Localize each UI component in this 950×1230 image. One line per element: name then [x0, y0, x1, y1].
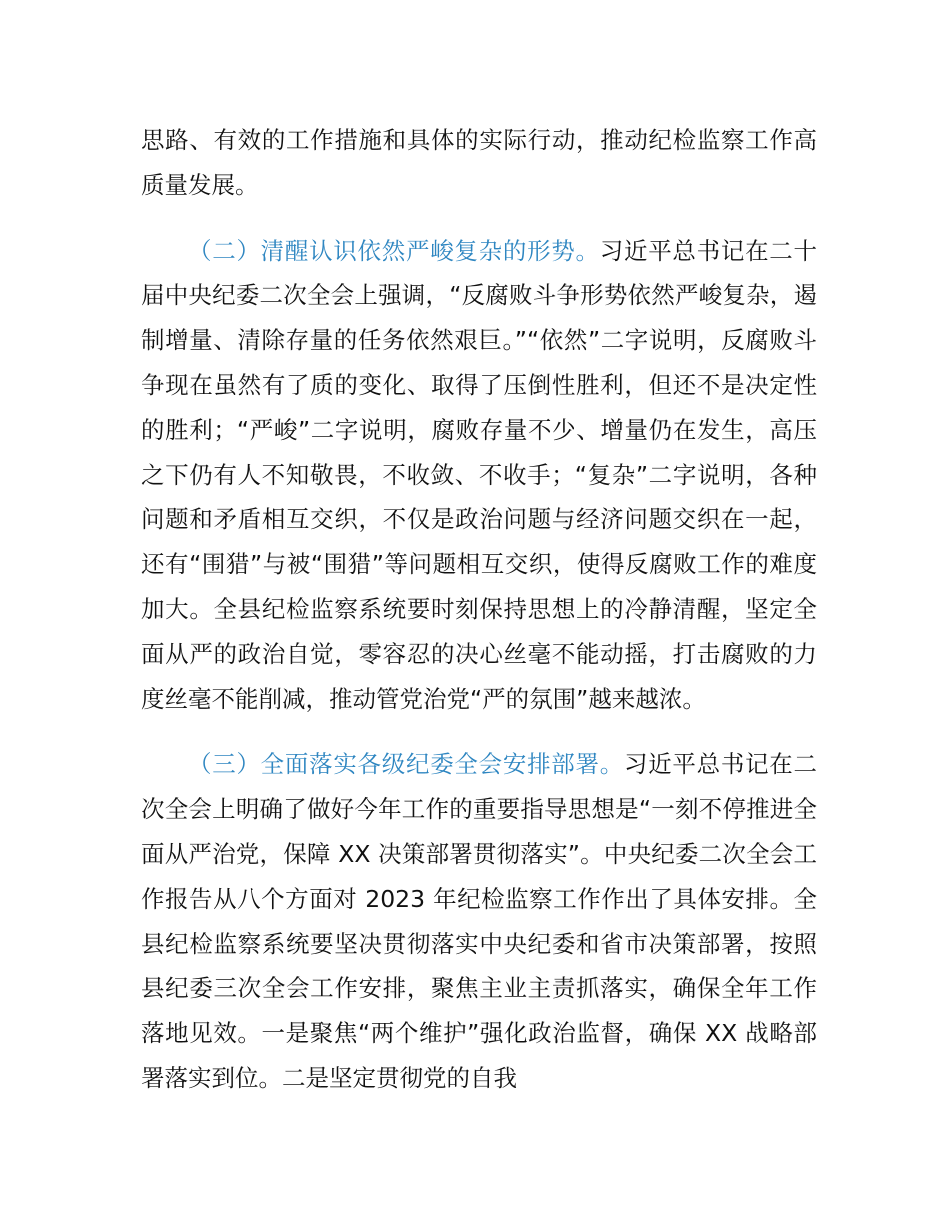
paragraph-section-3 [141, 742, 817, 1100]
paragraph-continuation [141, 118, 817, 208]
section-heading: （三）全面落实各级纪委全会安排部署。 [188, 750, 624, 779]
paragraph-body: 习近平总书记在二十届中央纪委二次全会上强调，“反腐败斗争形势依然严峻复杂，遏制增量、清除存量的任务依然艰巨。”“依然”二字说明，反腐败斗争现在虽然有了质的变化、取得了压倒性胜利，但还不是决定性的胜利；“严峻”二字说明，腐败存量不少、增量仍在发生，高压之下仍有人不知敬畏，不收敛、不收手；“复杂”二字说明，各种问题和矛盾相互交织，不仅是政治问题与经济问题交织在一起，还有“围猎”与被“围猎”等问题相互交织，使得反腐败工作的难度加大。全县纪检监察系统要时刻保持思想上的冷静清醒，坚定全面从严的政治自觉，零容忍的决心丝毫不能动摇，打击腐败的力度丝毫不能削减，推动管党治党“严的氛围”越来越浓。 [141, 236, 818, 713]
paragraph-body: 思路、有效的工作措施和具体的实际行动，推动纪检监察工作高质量发展。 [141, 126, 817, 199]
paragraph-section-2 [141, 229, 817, 722]
section-heading: （二）清醒认识依然严峻复杂的形势。 [188, 236, 600, 265]
paragraph-body: 习近平总书记在二次全会上明确了做好今年工作的重要指导思想是“一刻不停推进全面从严治党，保障 XX 决策部署贯彻落实”。中央纪委二次全会工作报告从八个方面对 2023 年纪检监察工作作出了具体安排。全县纪检监察系统要坚决贯彻落实中央纪委和省市决策部署，按照县纪委三次全会工作安排，聚焦主业主责抓落实，确保全年工作落地见效。一是聚焦“两个维护”强化政治监督，确保 XX 战略部署落实到位。二是坚定贯彻党的自我 [141, 750, 818, 1092]
document-page [141, 118, 817, 1101]
